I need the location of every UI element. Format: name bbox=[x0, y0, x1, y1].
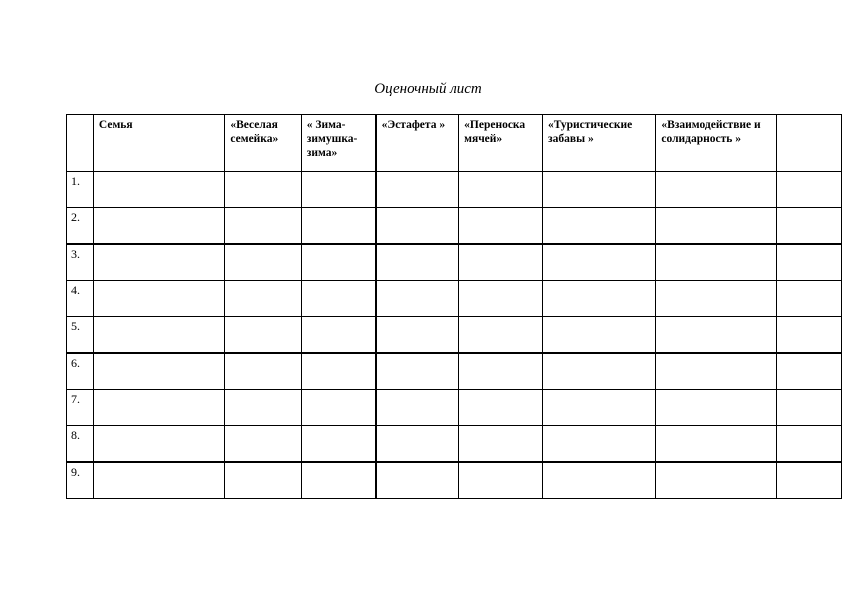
score-cell[interactable] bbox=[301, 172, 375, 208]
score-cell[interactable] bbox=[93, 172, 225, 208]
score-cell[interactable] bbox=[225, 172, 301, 208]
score-cell[interactable] bbox=[656, 208, 776, 245]
header-cell-solidarity: «Взаимодействие и солидарность » bbox=[656, 115, 776, 172]
header-cell-tourist-fun: «Туристические забавы » bbox=[543, 115, 656, 172]
score-cell[interactable] bbox=[93, 390, 225, 426]
score-cell[interactable] bbox=[376, 208, 459, 245]
score-cell[interactable] bbox=[656, 390, 776, 426]
header-row bbox=[67, 115, 842, 172]
score-cell[interactable] bbox=[776, 281, 841, 317]
score-cell[interactable] bbox=[543, 172, 656, 208]
table-row bbox=[67, 426, 842, 463]
row-number: 6. bbox=[67, 353, 94, 390]
score-cell[interactable] bbox=[656, 172, 776, 208]
score-cell[interactable] bbox=[225, 208, 301, 245]
score-cell[interactable] bbox=[301, 462, 375, 499]
table-row bbox=[67, 462, 842, 499]
score-cell[interactable] bbox=[301, 317, 375, 354]
score-cell[interactable] bbox=[376, 281, 459, 317]
score-cell[interactable] bbox=[459, 353, 543, 390]
score-cell[interactable] bbox=[459, 244, 543, 281]
score-cell[interactable] bbox=[301, 353, 375, 390]
score-cell[interactable] bbox=[543, 390, 656, 426]
score-cell[interactable] bbox=[93, 462, 225, 499]
page-title: Оценочный лист bbox=[374, 81, 482, 97]
score-cell[interactable] bbox=[301, 390, 375, 426]
score-cell[interactable] bbox=[301, 244, 375, 281]
table-row bbox=[67, 208, 842, 245]
score-cell[interactable] bbox=[93, 244, 225, 281]
score-cell[interactable] bbox=[225, 426, 301, 463]
score-cell[interactable] bbox=[301, 281, 375, 317]
header-cell-merry-family: «Веселая семейка» bbox=[225, 115, 301, 172]
header-cell-ball-carry: «Переноска мячей» bbox=[459, 115, 543, 172]
row-number: 2. bbox=[67, 208, 94, 245]
score-cell[interactable] bbox=[93, 208, 225, 245]
score-cell[interactable] bbox=[225, 281, 301, 317]
row-number: 7. bbox=[67, 390, 94, 426]
score-cell[interactable] bbox=[301, 208, 375, 245]
score-cell[interactable] bbox=[376, 353, 459, 390]
score-cell[interactable] bbox=[543, 317, 656, 354]
table-row bbox=[67, 317, 842, 354]
header-cell-number bbox=[67, 115, 94, 172]
row-number: 3. bbox=[67, 244, 94, 281]
score-cell[interactable] bbox=[376, 390, 459, 426]
score-cell[interactable] bbox=[376, 317, 459, 354]
score-cell[interactable] bbox=[543, 426, 656, 463]
table-row bbox=[67, 281, 842, 317]
evaluation-table bbox=[66, 114, 842, 499]
score-cell[interactable] bbox=[459, 281, 543, 317]
score-cell[interactable] bbox=[543, 353, 656, 390]
score-cell[interactable] bbox=[225, 353, 301, 390]
score-cell[interactable] bbox=[225, 317, 301, 354]
table-row bbox=[67, 390, 842, 426]
score-cell[interactable] bbox=[459, 208, 543, 245]
header-cell-family: Семья bbox=[93, 115, 225, 172]
score-cell[interactable] bbox=[376, 462, 459, 499]
score-cell[interactable] bbox=[376, 172, 459, 208]
row-number: 1. bbox=[67, 172, 94, 208]
score-cell[interactable] bbox=[776, 172, 841, 208]
score-cell[interactable] bbox=[656, 353, 776, 390]
score-cell[interactable] bbox=[776, 317, 841, 354]
row-number: 9. bbox=[67, 462, 94, 499]
score-cell[interactable] bbox=[543, 462, 656, 499]
score-cell[interactable] bbox=[376, 426, 459, 463]
score-cell[interactable] bbox=[459, 426, 543, 463]
header-cell-winter: « Зима-зимушка-зима» bbox=[301, 115, 375, 172]
score-cell[interactable] bbox=[301, 426, 375, 463]
score-cell[interactable] bbox=[459, 317, 543, 354]
score-cell[interactable] bbox=[376, 244, 459, 281]
score-cell[interactable] bbox=[459, 462, 543, 499]
table-row bbox=[67, 244, 842, 281]
score-cell[interactable] bbox=[656, 317, 776, 354]
score-cell[interactable] bbox=[459, 390, 543, 426]
score-cell[interactable] bbox=[776, 426, 841, 463]
header-cell-extra bbox=[776, 115, 841, 172]
row-number: 4. bbox=[67, 281, 94, 317]
score-cell[interactable] bbox=[459, 172, 543, 208]
score-cell[interactable] bbox=[543, 244, 656, 281]
row-number: 8. bbox=[67, 426, 94, 463]
score-cell[interactable] bbox=[93, 353, 225, 390]
score-cell[interactable] bbox=[543, 281, 656, 317]
score-cell[interactable] bbox=[93, 426, 225, 463]
score-cell[interactable] bbox=[776, 462, 841, 499]
score-cell[interactable] bbox=[656, 462, 776, 499]
score-cell[interactable] bbox=[543, 208, 656, 245]
score-cell[interactable] bbox=[225, 390, 301, 426]
score-cell[interactable] bbox=[776, 353, 841, 390]
score-cell[interactable] bbox=[225, 462, 301, 499]
header-cell-relay: «Эстафета » bbox=[376, 115, 459, 172]
table-row bbox=[67, 172, 842, 208]
score-cell[interactable] bbox=[656, 426, 776, 463]
score-cell[interactable] bbox=[225, 244, 301, 281]
score-cell[interactable] bbox=[776, 208, 841, 245]
score-cell[interactable] bbox=[656, 244, 776, 281]
score-cell[interactable] bbox=[93, 317, 225, 354]
score-cell[interactable] bbox=[656, 281, 776, 317]
row-number: 5. bbox=[67, 317, 94, 354]
table-row bbox=[67, 353, 842, 390]
score-cell[interactable] bbox=[776, 390, 841, 426]
score-cell[interactable] bbox=[776, 244, 841, 281]
score-cell[interactable] bbox=[93, 281, 225, 317]
